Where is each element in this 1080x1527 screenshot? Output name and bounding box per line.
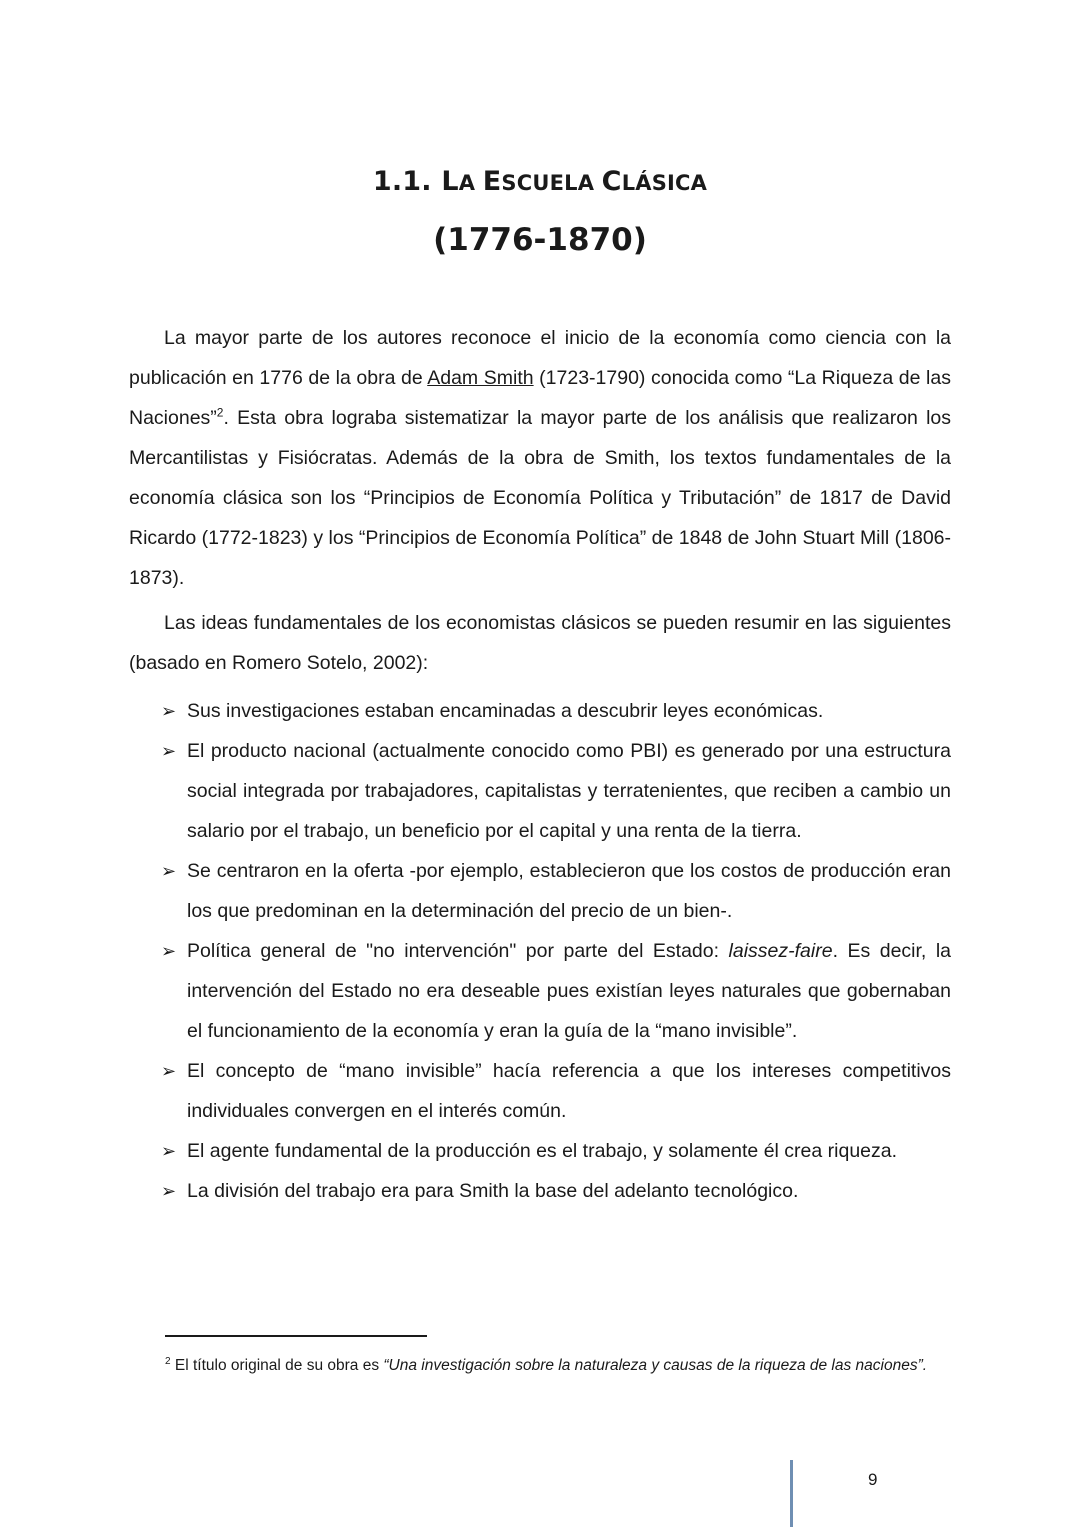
page-number-rule [790,1460,793,1527]
paragraph-text: (1723-1790) conocida como “La Riqueza de las Naciones” [129,367,951,429]
list-item-text: Se centraron en la oferta -por ejemplo, establecieron que los costos de producción eran los que predominan en la determinación del precio de un bien-. [187,860,951,922]
heading-word-rest: LÁSICA [621,171,708,195]
paragraph-text: Las ideas fundamentales de los economistas clásicos se pueden resumir en las siguientes (basado en Romero Sotelo, 2002): [129,612,951,674]
footnote-separator [165,1335,427,1337]
footnote-marker: 2 [165,1355,171,1367]
arrow-bullet-icon: ➢ [161,1181,177,1201]
list-item-text: . Es decir, la intervención del Estado no era deseable pues existían leyes naturales que gobernaban el funcionamiento de la economía y eran la guía de la “mano invisible”. [187,940,951,1042]
section-number: 1.1. [372,166,432,197]
list-item-text: Sus investigaciones estaban encaminadas a descubrir leyes económicas. [187,700,824,722]
list-item-text: Política general de "no intervención" por parte del Estado: [187,940,729,962]
arrow-bullet-icon: ➢ [161,701,177,721]
arrow-bullet-icon: ➢ [161,741,177,761]
arrow-bullet-icon: ➢ [161,861,177,881]
paragraph-summary [129,603,951,683]
list-item-text: El concepto de “mano invisible” hacía referencia a que los intereses competitivos individuales convergen en el interés común. [187,1060,951,1122]
list-item [129,691,951,731]
arrow-bullet-icon: ➢ [161,1141,177,1161]
list-item [129,731,951,851]
list-item [129,1131,951,1171]
page-number: 9 [868,1470,878,1489]
heading-word-cap: C [601,166,622,197]
list-item-text: La división del trabajo era para Smith la base del adelanto tecnológico. [187,1180,799,1202]
arrow-bullet-icon: ➢ [161,941,177,961]
list-item [129,851,951,931]
heading-word-cap: E [482,166,502,197]
list-item [129,1051,951,1131]
section-years: (1776-1870) [433,222,647,258]
laissez-faire-term: laissez-faire [728,940,833,962]
footnote [129,1354,951,1377]
adam-smith-link[interactable]: Adam Smith [427,367,534,389]
list-item-text: El agente fundamental de la producción es el trabajo, y solamente él crea riqueza. [187,1140,898,1162]
paragraph-text: . Esta obra lograba sistematizar la mayor parte de los análisis que realizaron los Mercantilistas y Fisiócratas. Además de la obra de Smith, los textos fundamentales de la economía clásica son los “Principios de Economía Política y Tributación” de 1817 de David Ricardo (1772-1823) y los “Principios de Economía Política” de 1848 de John Stuart Mill (1806-1873). [129,407,951,589]
heading-word-rest: SCUELA [501,171,602,195]
footnote-reference[interactable]: 2 [216,405,224,420]
ideas-list [129,691,951,1211]
list-item [129,931,951,1051]
section-heading [0,166,1080,197]
list-item [129,1171,951,1211]
heading-word-cap: L [441,166,459,197]
arrow-bullet-icon: ➢ [161,1061,177,1081]
paragraph-text: La mayor parte de los autores reconoce el inicio de la economía como ciencia con la publicación en 1776 de la obra de [129,327,951,389]
heading-word-rest: A [458,171,483,195]
paragraph-intro [129,318,951,598]
footnote-text: El título original de su obra es [170,1357,384,1374]
footnote-title-italic: “Una investigación sobre la naturaleza y causas de la riqueza de las naciones”. [383,1357,928,1374]
list-item-text: El producto nacional (actualmente conocido como PBI) es generado por una estructura social integrada por trabajadores, capitalistas y terratenientes, que reciben a cambio un salario por el trabajo, un beneficio por el capital y una renta de la tierra. [187,740,951,842]
